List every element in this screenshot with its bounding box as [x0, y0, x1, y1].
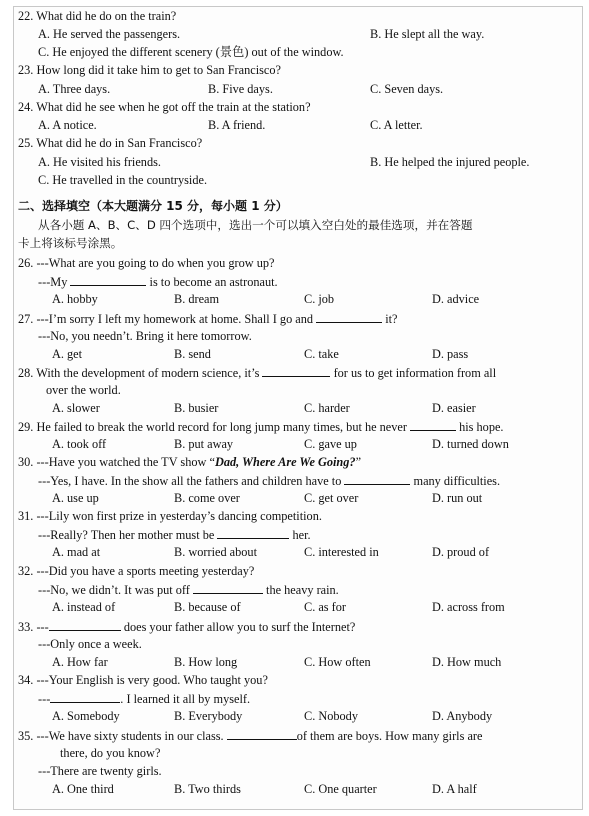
- q35-line1: [18, 728, 482, 744]
- q24-option-a: A. A notice.: [38, 118, 97, 132]
- q23-option-c: C. Seven days.: [370, 82, 444, 96]
- q28-line1: [18, 365, 496, 381]
- q35-line1-start: 35. ---We have sixty students in our class.: [18, 729, 224, 743]
- q27-option-c: C. take: [304, 347, 339, 361]
- q28-line2: over the world.: [46, 383, 121, 397]
- q33-line1-start: 33. ---: [18, 620, 49, 634]
- q23-option-b: B. Five days.: [208, 82, 273, 96]
- q33-line2: ---Only once a week.: [38, 637, 142, 651]
- answer-blank: [193, 582, 263, 594]
- q25-option-c: C. He travelled in the countryside.: [38, 173, 208, 187]
- q31-line2: [38, 527, 311, 543]
- q26-line1: 26. ---What are you going to do when you grow up?: [18, 256, 275, 270]
- q30-line1-end: ”: [355, 455, 362, 469]
- q28-option-a: A. slower: [52, 401, 100, 415]
- q31-line2-start: ---Really? Then her mother must be: [38, 528, 215, 542]
- q32-line1: 32. ---Did you have a sports meeting yesterday?: [18, 564, 255, 578]
- answer-blank: [227, 728, 297, 740]
- q33-line1: [18, 619, 355, 635]
- answer-blank: [316, 311, 382, 323]
- q27-option-a: A. get: [52, 347, 83, 361]
- q29-line1-end: his hope.: [459, 420, 504, 434]
- q26-option-a: A. hobby: [52, 292, 98, 306]
- q32-option-c: C. as for: [304, 600, 347, 614]
- q25-option-b: B. He helped the injured people.: [370, 155, 530, 169]
- q35-option-d: D. A half: [432, 782, 477, 796]
- section-title: 二、选择填空（本大题满分 15 分，每小题 1 分）: [18, 199, 288, 213]
- q27-line1-start: 27. ---I’m sorry I left my homework at home. Shall I go and: [18, 312, 314, 326]
- answer-blank: [49, 619, 121, 631]
- q27-line1-end: it?: [385, 312, 398, 326]
- q34-option-d: D. Anybody: [432, 709, 493, 723]
- q30-option-a: A. use up: [52, 491, 99, 505]
- q29-option-b: B. put away: [174, 437, 234, 451]
- q22-option-a: A. He served the passengers.: [38, 27, 181, 41]
- q29-option-c: C. gave up: [304, 437, 357, 451]
- q26-line2-start: ---My: [38, 275, 68, 289]
- q32-option-b: B. because of: [174, 600, 241, 614]
- q30-show-title: Dad, Where Are We Going?: [214, 455, 356, 469]
- section-instructions-line2: 卡上将该标号涂黑。: [18, 236, 123, 250]
- q30-line1-start: 30. ---Have you watched the TV show “: [18, 455, 215, 469]
- q33-line1-end: does your father allow you to surf the Internet?: [123, 620, 356, 634]
- answer-blank: [217, 527, 289, 539]
- q27-line2: ---No, you needn’t. Bring it here tomorrow.: [38, 329, 252, 343]
- q26-option-b: B. dream: [174, 292, 220, 306]
- q32-option-a: A. instead of: [52, 600, 116, 614]
- q34-option-c: C. Nobody: [304, 709, 358, 723]
- q29-line1: [18, 419, 504, 435]
- q25-option-a: A. He visited his friends.: [38, 155, 161, 169]
- q25-stem: 25. What did he do in San Francisco?: [18, 136, 203, 150]
- answer-blank: [70, 274, 146, 286]
- q23-option-a: A. Three days.: [38, 82, 111, 96]
- q30-option-b: B. come over: [174, 491, 240, 505]
- q24-option-b: B. A friend.: [208, 118, 266, 132]
- q31-option-b: B. worried about: [174, 545, 257, 559]
- q31-line2-end: her.: [292, 528, 311, 542]
- q35-option-c: C. One quarter: [304, 782, 377, 796]
- q33-option-c: C. How often: [304, 655, 371, 669]
- q31-line1: 31. ---Lily won first prize in yesterday’s dancing competition.: [18, 509, 322, 523]
- q35-line2: there, do you know?: [60, 746, 161, 760]
- q34-option-b: B. Everybody: [174, 709, 243, 723]
- q27-line1: [18, 311, 398, 327]
- q23-stem: 23. How long did it take him to get to San Francisco?: [18, 63, 281, 77]
- q27-option-b: B. send: [174, 347, 211, 361]
- answer-blank: [410, 419, 456, 431]
- q24-option-c: C. A letter.: [370, 118, 423, 132]
- q34-line2-start: ---: [38, 692, 51, 706]
- q28-line1-start: 28. With the development of modern science, it’s: [18, 366, 260, 380]
- q35-option-b: B. Two thirds: [174, 782, 241, 796]
- q34-line2-end: . I learned it all by myself.: [120, 692, 251, 706]
- q26-line2: [38, 274, 278, 290]
- q34-line1: 34. ---Your English is very good. Who taught you?: [18, 673, 268, 687]
- q33-option-b: B. How long: [174, 655, 238, 669]
- q29-option-d: D. turned down: [432, 437, 509, 451]
- q28-line1-end: for us to get information from all: [333, 366, 497, 380]
- q35-option-a: A. One third: [52, 782, 114, 796]
- q31-option-c: C. interested in: [304, 545, 379, 559]
- answer-blank: [50, 691, 120, 703]
- q29-option-a: A. took off: [52, 437, 107, 451]
- q34-line2: [38, 691, 250, 707]
- q28-option-c: C. harder: [304, 401, 350, 415]
- q34-option-a: A. Somebody: [52, 709, 120, 723]
- q32-line2: [38, 582, 339, 598]
- q26-option-d: D. advice: [432, 292, 480, 306]
- q33-option-d: D. How much: [432, 655, 502, 669]
- q26-option-c: C. job: [304, 292, 335, 306]
- q30-line1: [18, 455, 361, 470]
- q24-stem: 24. What did he see when he got off the train at the station?: [18, 100, 311, 114]
- section-instructions-line1: 从各小题 A、B、C、D 四个选项中，选出一个可以填入空白处的最佳选项，并在答题: [38, 218, 473, 232]
- q30-line2-start: ---Yes, I have. In the show all the fathers and children have to: [38, 474, 342, 488]
- answer-blank: [262, 365, 330, 377]
- q26-line2-end: is to become an astronaut.: [149, 275, 278, 289]
- q31-option-a: A. mad at: [52, 545, 101, 559]
- q30-line2: [38, 473, 500, 489]
- q32-line2-start: ---No, we didn’t. It was put off: [38, 583, 190, 597]
- q35-line1-end: of them are boys. How many girls are: [296, 729, 483, 743]
- q28-option-b: B. busier: [174, 401, 219, 415]
- q31-option-d: D. proud of: [432, 545, 490, 559]
- q32-line2-end: the heavy rain.: [266, 583, 339, 597]
- q29-line1-start: 29. He failed to break the world record for long jump many times, but he never: [18, 420, 407, 434]
- q30-option-d: D. run out: [432, 491, 483, 505]
- q27-option-d: D. pass: [432, 347, 469, 361]
- answer-blank: [344, 473, 410, 485]
- q35-line3: ---There are twenty girls.: [38, 764, 162, 778]
- q22-stem: 22. What did he do on the train?: [18, 9, 177, 23]
- q30-option-c: C. get over: [304, 491, 359, 505]
- q32-option-d: D. across from: [432, 600, 505, 614]
- q22-option-b: B. He slept all the way.: [370, 27, 485, 41]
- q30-line2-end: many difficulties.: [413, 474, 501, 488]
- q22-option-c: C. He enjoyed the different scenery (景色) out of the window.: [38, 45, 344, 59]
- q28-option-d: D. easier: [432, 401, 476, 415]
- q33-option-a: A. How far: [52, 655, 108, 669]
